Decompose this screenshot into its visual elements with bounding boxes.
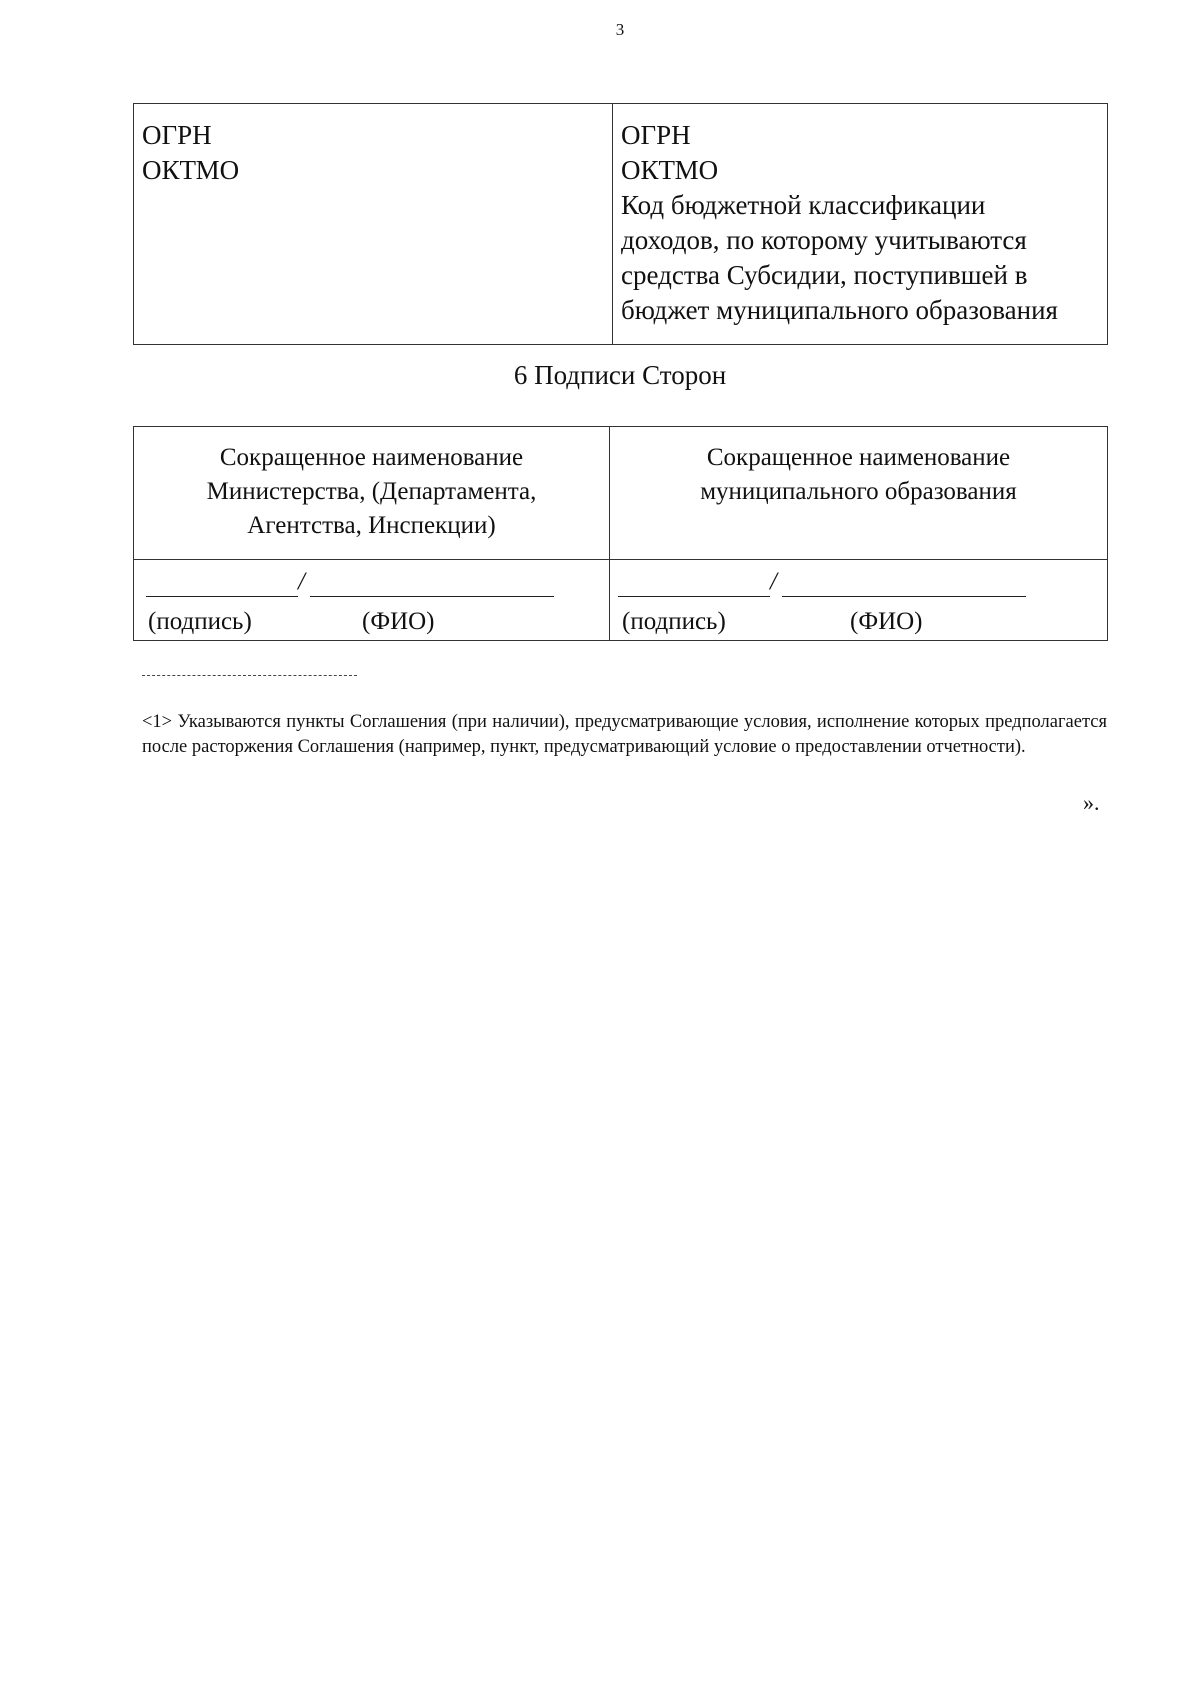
requisites-left-cell [134, 104, 613, 345]
signatures-table [133, 426, 1108, 641]
municipality-name-line[interactable] [782, 596, 1026, 597]
requisites-right-cell [613, 104, 1108, 345]
section-title: 6 Подписи Сторон [513, 360, 727, 390]
requisites-table [133, 103, 1108, 345]
right-oktmo: ОКТМО [621, 155, 719, 185]
ministry-signature-label: (подпись) [148, 608, 252, 635]
footnote-separator [142, 675, 357, 676]
municipality-signature-label: (подпись) [622, 608, 726, 635]
footnote-text: <1> Указываются пункты Соглашения (при наличии), предусматривающие условия, исполнение которых предполагается после расторжения Соглашения (например, пункт, предусматривающий условие о предоставлении отчетности). [142, 712, 1107, 757]
right-ogrn: ОГРН [621, 120, 691, 150]
ministry-header-line-1: Сокращенное наименование [219, 444, 524, 471]
page-number: 3 [615, 20, 625, 39]
left-oktmo: ОКТМО [142, 155, 240, 185]
municipality-signature-cell [610, 560, 1108, 641]
ministry-name-line[interactable] [310, 596, 554, 597]
municipality-name-label: (ФИО) [850, 608, 923, 635]
ministry-name-label: (ФИО) [362, 608, 435, 635]
right-kbk-line-3: средства Субсидии, поступившей в [621, 260, 1028, 290]
ministry-header-line-2: Министерства, (Департамента, [206, 478, 537, 505]
ministry-signature-line[interactable] [146, 596, 298, 597]
municipality-slash: / [770, 568, 777, 595]
municipality-header-line-1: Сокращенное наименование [706, 444, 1011, 471]
ministry-signature-cell [134, 560, 610, 641]
left-ogrn: ОГРН [142, 120, 212, 150]
right-kbk-line-2: доходов, по которому учитываются [621, 225, 1027, 255]
ministry-header-cell [134, 427, 610, 560]
right-kbk-line-4: бюджет муниципального образования [621, 295, 1058, 325]
ministry-slash: / [298, 568, 305, 595]
municipality-header-line-2: муниципального образования [700, 478, 1017, 505]
ministry-header-line-3: Агентства, Инспекции) [247, 512, 496, 539]
closing-quote-mark: ». [1083, 790, 1100, 815]
municipality-signature-line[interactable] [618, 596, 770, 597]
municipality-header-cell [610, 427, 1108, 560]
right-kbk-line-1: Код бюджетной классификации [621, 190, 986, 220]
